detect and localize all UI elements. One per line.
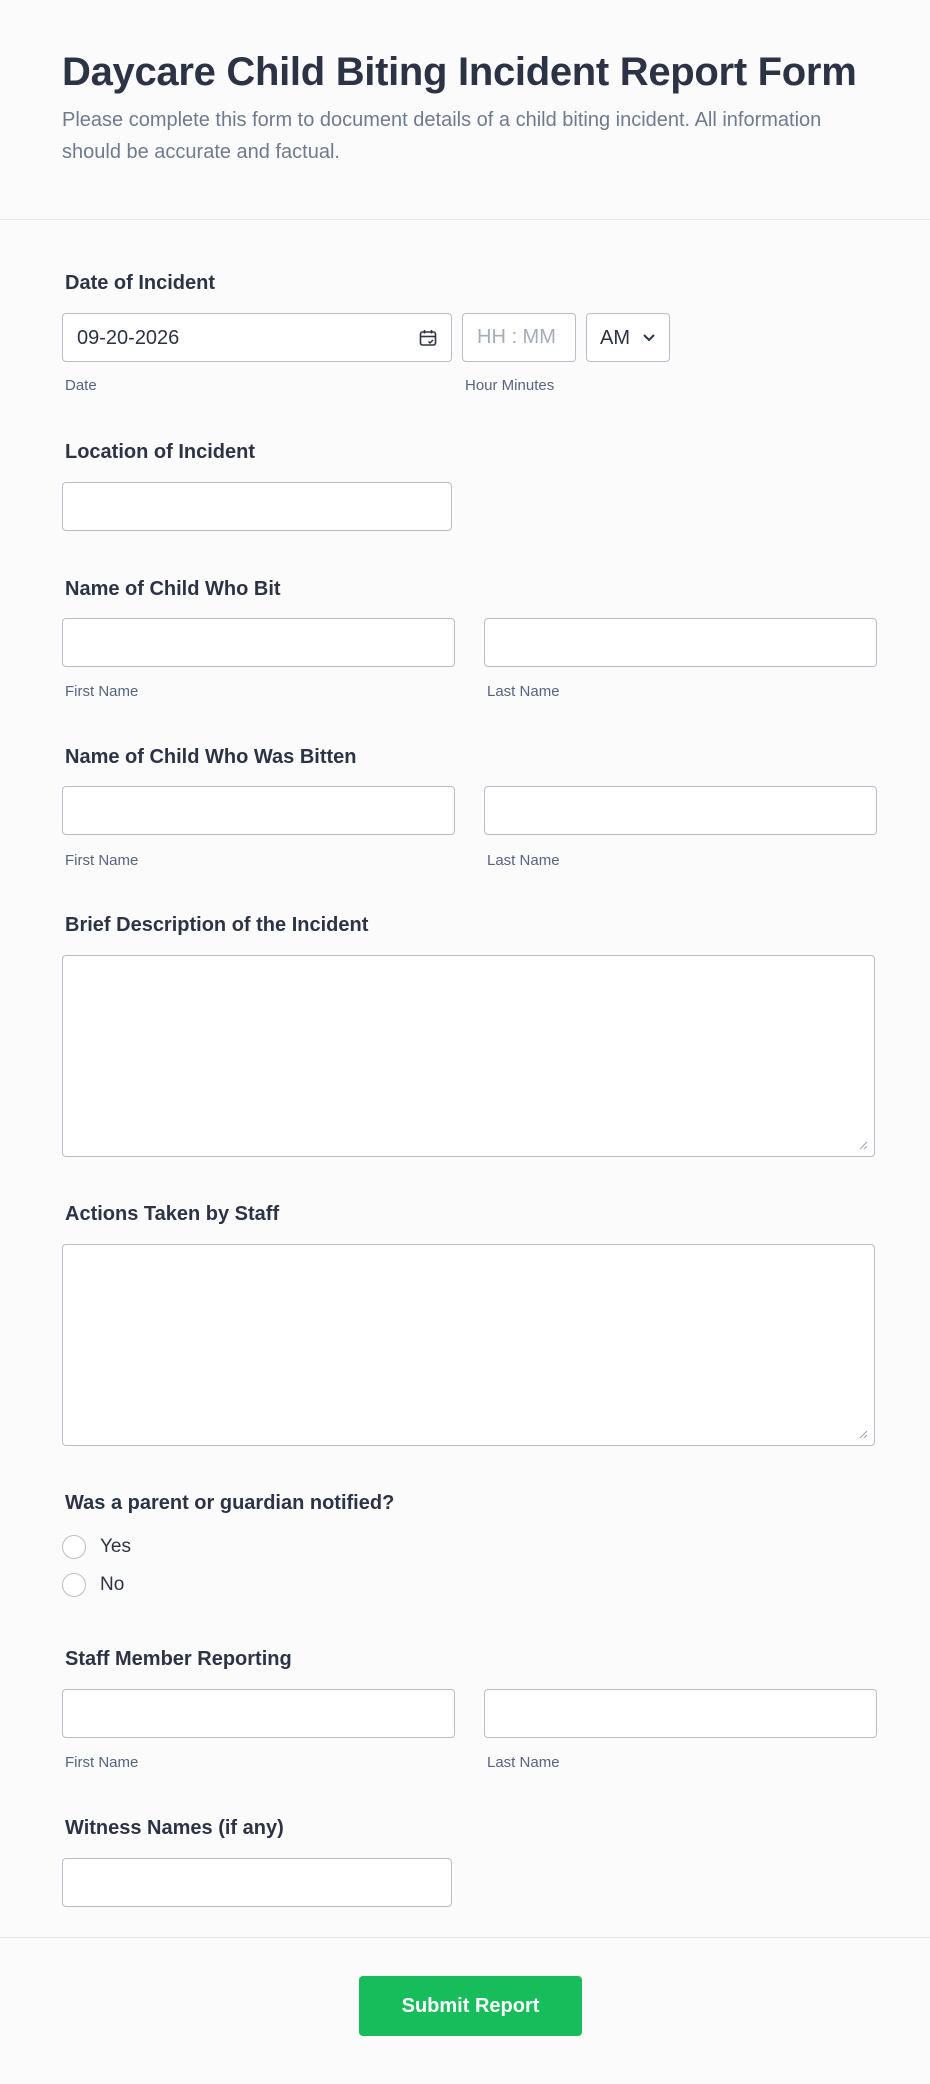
resize-grip-icon[interactable] [858, 1140, 868, 1150]
location-label: Location of Incident [65, 441, 255, 463]
page-subtitle: Please complete this form to document details of a child biting incident. All information should be accurate and factual. [62, 109, 822, 163]
child-who-bit-last-sublabel: Last Name [487, 683, 560, 700]
date-sublabel: Date [65, 377, 97, 394]
child-bitten-last-name-input[interactable] [484, 786, 877, 835]
date-value: 09-20-2026 [77, 327, 180, 349]
footer-divider [0, 1937, 930, 1938]
description-label: Brief Description of the Incident [65, 914, 369, 936]
staff-first-sublabel: First Name [65, 1754, 139, 1771]
date-input[interactable] [62, 313, 452, 362]
radio-no[interactable] [62, 1573, 86, 1597]
radio-yes[interactable] [62, 1535, 86, 1559]
parent-notified-label: Was a parent or guardian notified? [65, 1492, 395, 1514]
child-who-bit-last-name-input[interactable] [484, 618, 877, 667]
resize-grip-icon[interactable] [858, 1429, 868, 1439]
chevron-down-icon [642, 333, 656, 343]
staff-last-name-input[interactable] [484, 1689, 877, 1738]
staff-label: Staff Member Reporting [65, 1648, 292, 1670]
staff-last-sublabel: Last Name [487, 1754, 560, 1771]
ampm-select[interactable] [586, 313, 670, 362]
page-title: Daycare Child Biting Incident Report Form [62, 50, 857, 94]
date-of-incident-label: Date of Incident [65, 272, 216, 294]
submit-report-button[interactable]: Submit Report [359, 1976, 582, 2036]
form-header [0, 0, 930, 220]
child-bitten-last-sublabel: Last Name [487, 852, 560, 869]
child-who-bit-first-sublabel: First Name [65, 683, 139, 700]
description-textarea[interactable] [62, 955, 875, 1157]
child-who-bit-label: Name of Child Who Bit [65, 578, 281, 600]
witness-label: Witness Names (if any) [65, 1817, 284, 1839]
calendar-icon[interactable] [418, 328, 438, 348]
time-input[interactable] [462, 313, 576, 362]
actions-label: Actions Taken by Staff [65, 1203, 280, 1225]
location-input[interactable] [62, 482, 452, 531]
child-bitten-first-name-input[interactable] [62, 786, 455, 835]
staff-first-name-input[interactable] [62, 1689, 455, 1738]
radio-yes-label[interactable]: Yes [100, 1536, 131, 1557]
child-bitten-label: Name of Child Who Was Bitten [65, 746, 357, 768]
ampm-value: AM [600, 327, 630, 349]
actions-textarea[interactable] [62, 1244, 875, 1446]
child-who-bit-first-name-input[interactable] [62, 618, 455, 667]
time-sublabel: Hour Minutes [465, 377, 555, 394]
witness-input[interactable] [62, 1858, 452, 1907]
radio-no-label[interactable]: No [100, 1574, 125, 1595]
child-bitten-first-sublabel: First Name [65, 852, 139, 869]
